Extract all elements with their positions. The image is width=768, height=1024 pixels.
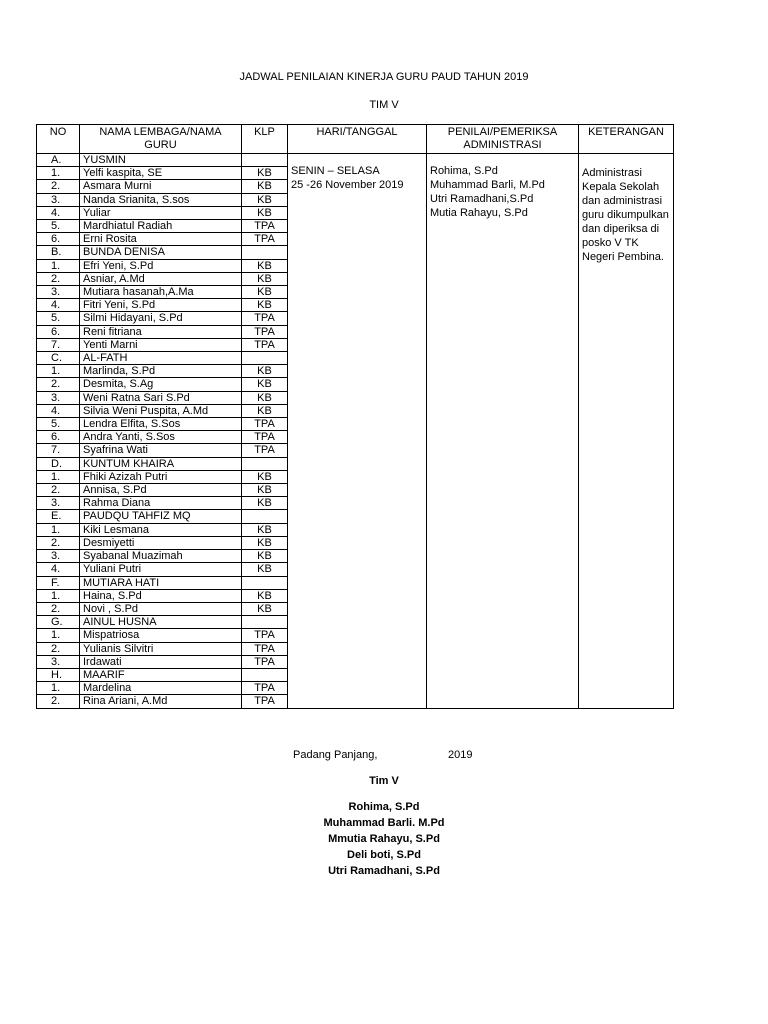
row-number: 2. (37, 484, 80, 497)
teacher-name: Rina Ariani, A.Md (80, 695, 242, 708)
group-type (242, 246, 288, 259)
group-type: TPA (242, 312, 288, 325)
group-type: KB (242, 484, 288, 497)
teacher-name: Silvia Weni Puspita, A.Md (80, 404, 242, 417)
teacher-name: Asmara Murni (80, 180, 242, 193)
group-type: KB (242, 563, 288, 576)
teacher-name: Fhiki Azizah Putri (80, 470, 242, 483)
group-type: TPA (242, 220, 288, 233)
group-type: KB (242, 404, 288, 417)
row-number: 6. (37, 431, 80, 444)
table-header-row (37, 125, 674, 154)
institution-name: AL-FATH (80, 352, 242, 365)
teacher-name: Desmiyetti (80, 536, 242, 549)
teacher-name: Mardelina (80, 682, 242, 695)
row-number: 1. (37, 589, 80, 602)
group-type: KB (242, 497, 288, 510)
assessor-name: Rohima, S.Pd (430, 165, 498, 177)
group-type (242, 616, 288, 629)
footer-place: Padang Panjang, (293, 749, 378, 761)
group-type: KB (242, 470, 288, 483)
group-type: KB (242, 272, 288, 285)
group-type: KB (242, 550, 288, 563)
teacher-name: Mispatriosa (80, 629, 242, 642)
row-number: 6. (37, 325, 80, 338)
teacher-name: Erni Rosita (80, 233, 242, 246)
row-number: 7. (37, 338, 80, 351)
group-type: KB (242, 180, 288, 193)
row-number: 3. (37, 193, 80, 206)
schedule-day: SENIN – SELASA (291, 165, 380, 177)
group-type: TPA (242, 655, 288, 668)
group-type: KB (242, 523, 288, 536)
row-number: 1. (37, 629, 80, 642)
teacher-name: Yenti Marni (80, 338, 242, 351)
signatory-name: Mmutia Rahayu, S.Pd (328, 833, 440, 845)
row-number: 4. (37, 563, 80, 576)
row-number: C. (37, 352, 80, 365)
teacher-name: Asniar, A.Md (80, 272, 242, 285)
row-number: D. (37, 457, 80, 470)
teacher-name: Mardhiatul Radiah (80, 220, 242, 233)
row-number: 2. (37, 272, 80, 285)
schedule-cell (288, 154, 427, 709)
group-type: TPA (242, 444, 288, 457)
teacher-name: Yuliar (80, 206, 242, 219)
row-number: 4. (37, 299, 80, 312)
row-number: 3. (37, 391, 80, 404)
row-number: 1. (37, 167, 80, 180)
teacher-name: Irdawati (80, 655, 242, 668)
row-number: 3. (37, 286, 80, 299)
teacher-name: Fitri Yeni, S.Pd (80, 299, 242, 312)
group-type: KB (242, 602, 288, 615)
teacher-name: Kiki Lesmana (80, 523, 242, 536)
group-type (242, 510, 288, 523)
group-type: TPA (242, 325, 288, 338)
row-number: B. (37, 246, 80, 259)
teacher-name: Yelfi kaspita, SE (80, 167, 242, 180)
row-number: 3. (37, 550, 80, 563)
row-number: 5. (37, 312, 80, 325)
institution-name: BUNDA DENISA (80, 246, 242, 259)
institution-name: MUTIARA HATI (80, 576, 242, 589)
schedule-dates: 25 -26 November 2019 (291, 179, 404, 191)
teacher-name: Desmita, S.Ag (80, 378, 242, 391)
group-type: TPA (242, 642, 288, 655)
row-number: 3. (37, 655, 80, 668)
header-keterangan: KETERANGAN (579, 125, 674, 154)
row-number: H. (37, 668, 80, 681)
teacher-name: Annisa, S.Pd (80, 484, 242, 497)
header-nama: NAMA LEMBAGA/NAMA GURU (80, 125, 242, 154)
row-number: 4. (37, 404, 80, 417)
group-type: KB (242, 206, 288, 219)
row-number: A. (37, 154, 80, 167)
group-type: TPA (242, 431, 288, 444)
institution-name: MAARIF (80, 668, 242, 681)
notes-cell: Administrasi Kepala Sekolah dan administrasi guru dikumpulkan dan diperiksa di posko V TK Negeri Pembina. (579, 154, 674, 709)
teacher-name: Lendra Elfita, S.Sos (80, 418, 242, 431)
signatory-name: Rohima, S.Pd (348, 801, 420, 813)
row-number: 1. (37, 365, 80, 378)
teacher-name: Mutiara hasanah,A.Ma (80, 286, 242, 299)
row-number: 2. (37, 602, 80, 615)
row-number: 4. (37, 206, 80, 219)
assessor-name: Muhammad Barli, M.Pd (430, 179, 545, 191)
row-number: 7. (37, 444, 80, 457)
footer-team: Tim V (369, 775, 399, 787)
teacher-name: Andra Yanti, S.Sos (80, 431, 242, 444)
schedule-table (36, 124, 674, 709)
teacher-name: Syabanal Muazimah (80, 550, 242, 563)
row-number: 3. (37, 497, 80, 510)
group-type: KB (242, 391, 288, 404)
assessor-name: Utri Ramadhani,S.Pd (430, 193, 534, 205)
group-type: KB (242, 378, 288, 391)
teacher-name: Yulianis Silvitri (80, 642, 242, 655)
group-type: KB (242, 589, 288, 602)
teacher-name: Novi , S.Pd (80, 602, 242, 615)
row-number: F. (37, 576, 80, 589)
teacher-name: Rahma Diana (80, 497, 242, 510)
group-type: TPA (242, 695, 288, 708)
row-number: 2. (37, 536, 80, 549)
group-type: KB (242, 259, 288, 272)
teacher-name: Efri Yeni, S.Pd (80, 259, 242, 272)
row-number: 1. (37, 259, 80, 272)
row-number: 2. (37, 695, 80, 708)
row-number: 2. (37, 180, 80, 193)
institution-row (37, 154, 674, 167)
signatory-name: Deli boti, S.Pd (347, 849, 421, 861)
institution-name: YUSMIN (80, 154, 242, 167)
row-number: E. (37, 510, 80, 523)
group-type: TPA (242, 682, 288, 695)
group-type (242, 457, 288, 470)
signatory-name: Muhammad Barli. M.Pd (323, 817, 445, 829)
row-number: 1. (37, 682, 80, 695)
group-type: TPA (242, 233, 288, 246)
group-type: KB (242, 299, 288, 312)
group-type (242, 352, 288, 365)
group-type (242, 154, 288, 167)
teacher-name: Silmi Hidayani, S.Pd (80, 312, 242, 325)
row-number: 2. (37, 642, 80, 655)
assessor-name: Mutia Rahayu, S.Pd (430, 207, 528, 219)
assessors-cell (427, 154, 579, 709)
row-number: 1. (37, 523, 80, 536)
teacher-name: Weni Ratna Sari S.Pd (80, 391, 242, 404)
team-heading: TIM V (369, 99, 399, 111)
header-hari: HARI/TANGGAL (288, 125, 427, 154)
teacher-name: Yuliani Putri (80, 563, 242, 576)
group-type (242, 576, 288, 589)
header-klp: KLP (242, 125, 288, 154)
row-number: G. (37, 616, 80, 629)
group-type: TPA (242, 629, 288, 642)
institution-name: AINUL HUSNA (80, 616, 242, 629)
institution-name: PAUDQU TAHFIZ MQ (80, 510, 242, 523)
group-type: KB (242, 286, 288, 299)
row-number: 1. (37, 470, 80, 483)
group-type: KB (242, 167, 288, 180)
group-type (242, 668, 288, 681)
teacher-name: Reni fitriana (80, 325, 242, 338)
row-number: 6. (37, 233, 80, 246)
signatory-name: Utri Ramadhani, S.Pd (328, 865, 440, 877)
teacher-name: Syafrina Wati (80, 444, 242, 457)
header-penilai: PENILAI/PEMERIKSA ADMINISTRASI (427, 125, 579, 154)
teacher-name: Haina, S.Pd (80, 589, 242, 602)
group-type: KB (242, 365, 288, 378)
institution-name: KUNTUM KHAIRA (80, 457, 242, 470)
group-type: KB (242, 536, 288, 549)
group-type: KB (242, 193, 288, 206)
group-type: TPA (242, 338, 288, 351)
row-number: 2. (37, 378, 80, 391)
document-title: JADWAL PENILAIAN KINERJA GURU PAUD TAHUN 2019 (239, 71, 529, 83)
group-type: TPA (242, 418, 288, 431)
header-no: NO (37, 125, 80, 154)
row-number: 5. (37, 220, 80, 233)
footer-year: 2019 (448, 749, 473, 761)
row-number: 5. (37, 418, 80, 431)
teacher-name: Marlinda, S.Pd (80, 365, 242, 378)
teacher-name: Nanda Srianita, S.sos (80, 193, 242, 206)
